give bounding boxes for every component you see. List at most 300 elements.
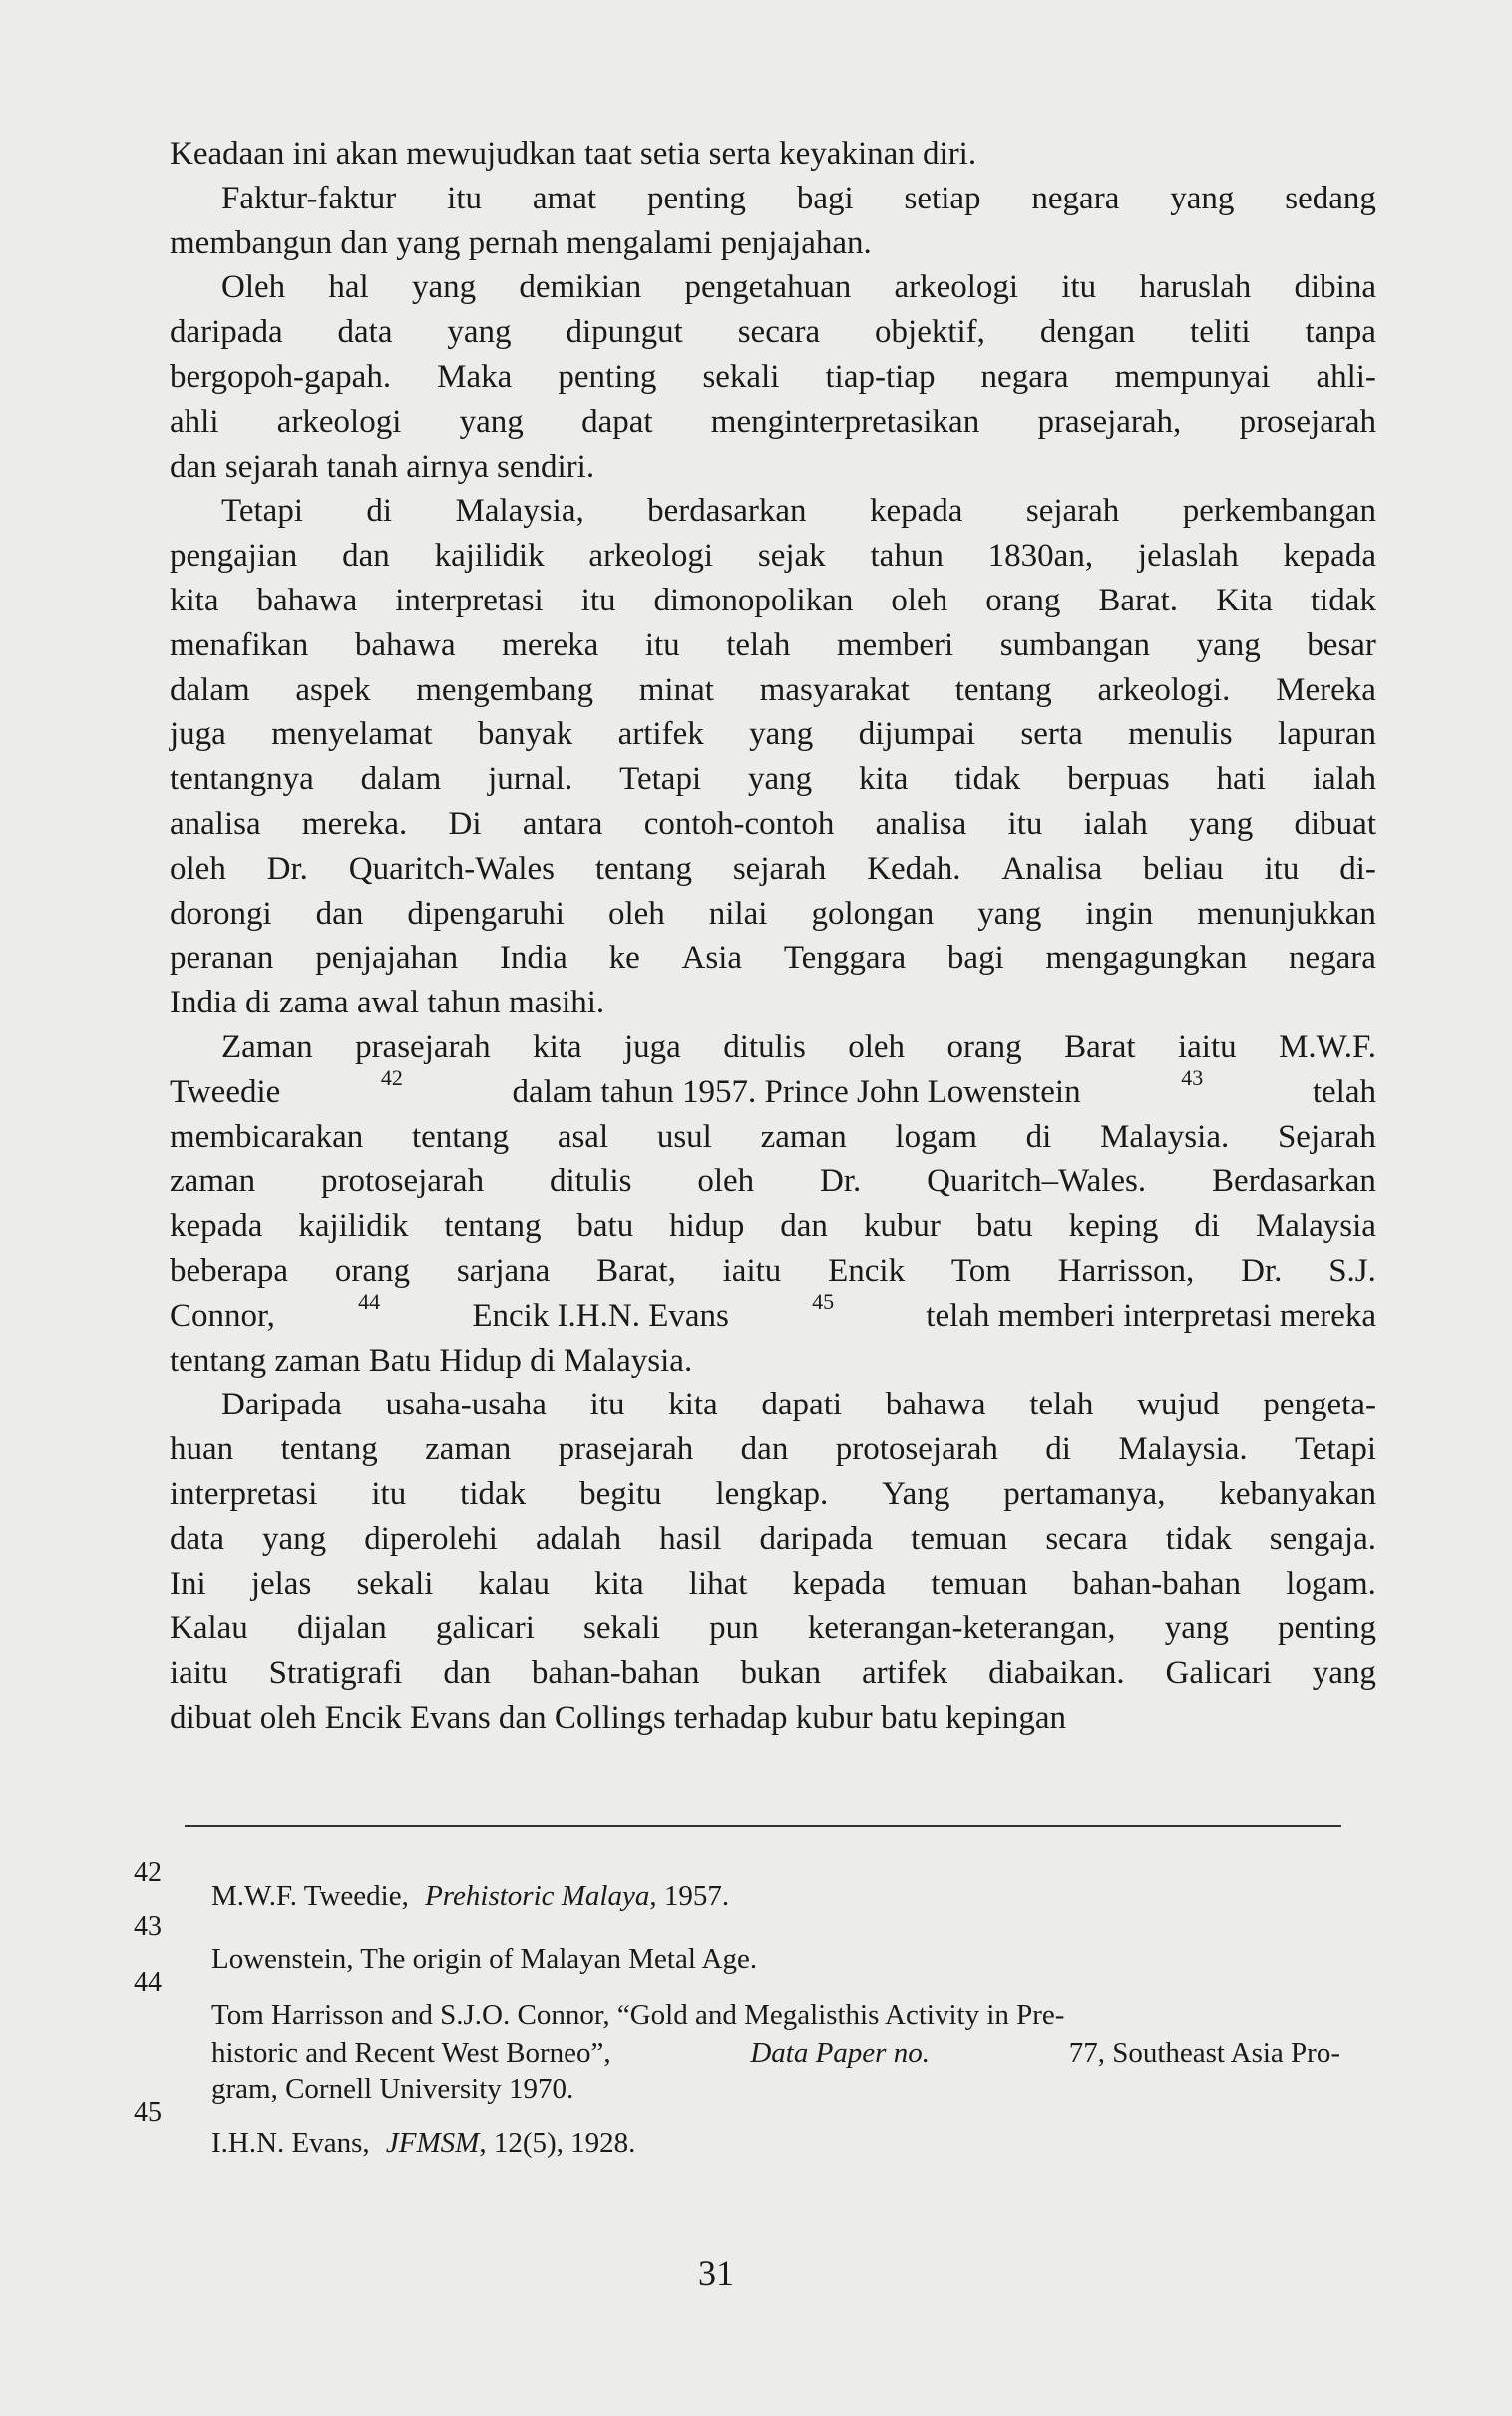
word: asal	[557, 1118, 609, 1155]
word: dipungut	[566, 314, 683, 351]
word: itu	[1264, 850, 1300, 887]
word: banyak	[477, 716, 573, 753]
word: Encik	[828, 1253, 906, 1289]
text-segment: Data Paper no.	[750, 2037, 930, 2069]
word: yang	[747, 761, 813, 798]
word: pengajian	[170, 538, 298, 575]
text-segment: I.H.N. Evans,	[211, 2127, 377, 2159]
word: iaitu	[170, 1655, 228, 1692]
footnote-number: 44	[134, 1967, 162, 1998]
word: antara	[522, 806, 603, 842]
word: Asia	[681, 940, 743, 977]
text-segment: Keadaan ini akan mewujudkan taat setia serta keyakinan diri.	[170, 136, 977, 172]
footnote-ref: 45	[812, 1288, 835, 1314]
word: menulis	[1128, 716, 1233, 753]
word: sekali	[356, 1565, 434, 1602]
word: yang	[749, 716, 814, 753]
word: yang	[459, 403, 524, 440]
word: interpretasi	[170, 1476, 318, 1512]
word: Tom	[950, 1253, 1011, 1289]
word: Di	[448, 806, 482, 842]
text-segment: telah	[1312, 1073, 1376, 1110]
word: yang	[1164, 1610, 1229, 1647]
word: minat	[638, 671, 714, 708]
word: orang	[946, 1029, 1022, 1065]
word: Analisa	[1001, 850, 1103, 887]
text-segment: Encik I.H.N. Evans	[472, 1297, 729, 1334]
word: protosejarah	[835, 1431, 998, 1468]
footnote-number: 42	[134, 1857, 162, 1888]
word: beberapa	[170, 1253, 289, 1289]
word: secara	[1045, 1520, 1128, 1557]
word: dapati	[761, 1387, 843, 1423]
word: arkeologi	[894, 269, 1019, 306]
word: kita	[170, 583, 219, 618]
word: tentang	[954, 671, 1052, 708]
body-line	[170, 1204, 1376, 1248]
word: Daripada	[221, 1387, 342, 1423]
word: nilai	[708, 895, 768, 932]
word: artifek	[862, 1655, 948, 1692]
text-segment: dalam tahun 1957. Prince John Lowenstein	[512, 1073, 1081, 1110]
word: di	[1045, 1431, 1071, 1468]
word: sejak	[757, 538, 826, 575]
footnote-text	[211, 1997, 1340, 2033]
word: Quaritch-Wales	[348, 850, 556, 887]
word: analisa	[170, 806, 261, 842]
body-line	[170, 936, 1376, 980]
word: juga	[624, 1029, 681, 1065]
word: data	[337, 314, 393, 351]
word: dimonopolikan	[653, 583, 854, 618]
body-line	[170, 712, 1376, 756]
word: itu	[1061, 269, 1097, 306]
word: juga	[170, 716, 226, 753]
word: Dr.	[266, 850, 308, 887]
word: Kita	[1216, 583, 1273, 618]
word: prasejarah	[355, 1029, 491, 1065]
word: tidak	[460, 1476, 527, 1512]
word: oleh	[607, 895, 665, 932]
word: sengaja.	[1269, 1520, 1376, 1557]
body-line	[170, 623, 1376, 667]
word: secara	[737, 314, 821, 351]
word: Tetapi	[619, 761, 702, 798]
word: analisa	[875, 806, 967, 842]
word: protosejarah	[320, 1163, 485, 1200]
body-line	[221, 177, 1376, 220]
word: yang	[1312, 1655, 1376, 1692]
word: kepada	[170, 1208, 263, 1245]
text-segment: membangun dan yang pernah mengalami penjajahan.	[170, 224, 872, 261]
word: kita	[594, 1565, 644, 1602]
word: bergopoh-gapah.	[170, 359, 392, 395]
word: serta	[1020, 716, 1083, 753]
word: negara	[1288, 940, 1376, 977]
word: jurnal.	[488, 761, 573, 798]
word: mengembang	[416, 671, 594, 708]
word: data	[170, 1520, 224, 1557]
word: Yang	[882, 1476, 950, 1512]
body-line	[170, 668, 1376, 712]
word: negara	[1031, 180, 1120, 216]
word: menunjukkan	[1197, 895, 1376, 932]
word: yang	[1189, 806, 1254, 842]
text-segment: , 12(5), 1928.	[479, 2127, 636, 2159]
word: aspek	[295, 671, 371, 708]
word: Berdasarkan	[1212, 1163, 1376, 1200]
word: lihat	[688, 1565, 748, 1602]
word: Barat,	[596, 1253, 676, 1289]
word: oleh	[697, 1163, 755, 1200]
word: contoh-contoh	[643, 806, 835, 842]
word: prasejarah,	[1037, 403, 1182, 440]
word: tidak	[954, 761, 1021, 798]
word: ialah	[1083, 806, 1148, 842]
word: kebanyakan	[1219, 1476, 1376, 1512]
word: zaman	[425, 1431, 512, 1468]
word: kita	[533, 1029, 582, 1065]
word: di	[1194, 1208, 1221, 1245]
word: pengetahuan	[684, 269, 852, 306]
text-segment: Tweedie	[170, 1073, 281, 1110]
word: hal	[328, 269, 369, 306]
word: sejarah	[732, 850, 827, 887]
word: itu	[1007, 806, 1043, 842]
footnote-text	[211, 2125, 635, 2161]
word: pun	[709, 1610, 759, 1647]
word: Mereka	[1276, 671, 1376, 708]
word: ialah	[1312, 761, 1376, 798]
footnote-ref: 44	[358, 1288, 381, 1314]
footnote-text	[211, 1878, 729, 1914]
body-line	[170, 579, 1376, 622]
word: diabaikan.	[988, 1655, 1125, 1692]
body-line	[221, 489, 1376, 533]
word: Tetapi	[1295, 1431, 1376, 1468]
word: iaitu	[722, 1253, 782, 1289]
word: besar	[1307, 626, 1376, 663]
word: galicari	[435, 1610, 535, 1647]
word: negara	[980, 359, 1069, 395]
body-line	[170, 1339, 1376, 1383]
word: Barat.	[1098, 583, 1179, 618]
word: tentangnya	[170, 761, 314, 798]
word: dijumpai	[858, 716, 976, 753]
word: oleh	[891, 583, 948, 618]
word: oleh	[170, 850, 226, 887]
body-line	[170, 221, 1376, 265]
word: itu	[580, 583, 616, 618]
word: dan	[740, 1431, 789, 1468]
text-segment: Prehistoric Malaya	[425, 1880, 650, 1912]
word: mempunyai	[1114, 359, 1271, 395]
word: ke	[608, 940, 640, 977]
word: dan	[342, 538, 390, 575]
word: lengkap.	[715, 1476, 829, 1512]
word: yang	[1196, 626, 1261, 663]
word: huan	[170, 1431, 234, 1468]
word: Ini	[170, 1565, 206, 1602]
footnote-text	[211, 1941, 757, 1977]
word: masyarakat	[759, 671, 910, 708]
footnote-ref: 43	[1181, 1064, 1204, 1090]
body-line	[170, 1288, 1376, 1338]
word: hati	[1216, 761, 1267, 798]
word: temuan	[911, 1520, 1008, 1557]
body-line	[170, 1064, 1376, 1114]
word: interpretasi	[395, 583, 544, 618]
footnote-number: 43	[134, 1911, 162, 1942]
word: Barat	[1064, 1029, 1136, 1065]
word: tiap-tiap	[825, 359, 936, 395]
word: haruslah	[1139, 269, 1252, 306]
body-line	[170, 1562, 1376, 1606]
text-segment: telah memberi interpretasi mereka	[926, 1297, 1376, 1334]
word: adalah	[536, 1520, 622, 1557]
text-segment: India di zama awal tahun masihi.	[170, 985, 605, 1021]
word: orang	[985, 583, 1061, 618]
word: mereka	[502, 626, 599, 663]
text-segment: JFMSM	[385, 2127, 480, 2159]
word: tanpa	[1305, 314, 1376, 351]
word: dan	[315, 895, 364, 932]
word: itu	[644, 626, 680, 663]
word: Faktur-faktur	[221, 180, 397, 216]
word: itu	[589, 1387, 625, 1423]
body-line	[170, 1606, 1376, 1650]
word: oleh	[848, 1029, 906, 1065]
word: sedang	[1285, 180, 1376, 216]
text-segment: 77, Southeast Asia Pro-	[1068, 2037, 1340, 2069]
word: temuan	[931, 1565, 1028, 1602]
body-line	[170, 802, 1376, 846]
body-line	[170, 1696, 1376, 1740]
word: yang	[411, 269, 477, 306]
word: Malaysia.	[1118, 1431, 1248, 1468]
word: mereka.	[301, 806, 408, 842]
word: dan	[780, 1208, 828, 1245]
text-segment: M.W.F. Tweedie,	[211, 1880, 417, 1912]
word: prosejarah	[1239, 403, 1376, 440]
word: zaman	[170, 1163, 256, 1200]
footnote-text	[211, 2035, 1340, 2071]
word: kita	[668, 1387, 718, 1423]
word: ahli	[170, 403, 219, 440]
word: orang	[334, 1253, 411, 1289]
word: di-	[1339, 850, 1376, 887]
word: tentang	[411, 1118, 510, 1155]
word: Maka	[437, 359, 513, 395]
word: penjajahan	[315, 940, 459, 977]
body-line	[170, 310, 1376, 354]
word: dipengaruhi	[407, 895, 565, 932]
word: hasil	[659, 1520, 722, 1557]
footnote-number: 45	[134, 2097, 162, 2128]
word: sarjana	[456, 1253, 551, 1289]
word: objektif,	[875, 314, 985, 351]
word: ahli-	[1316, 359, 1376, 395]
word: begitu	[579, 1476, 662, 1512]
word: tidak	[1310, 583, 1376, 618]
word: bahawa	[256, 583, 358, 618]
word: di	[366, 493, 393, 530]
word: menginterpretasikan	[710, 403, 980, 440]
word: iaitu	[1177, 1029, 1237, 1065]
text-segment: dibuat oleh Encik Evans dan Collings terhadap kubur batu kepingan	[170, 1700, 1067, 1736]
word: bahawa	[354, 626, 456, 663]
word: Malaysia	[1255, 1208, 1376, 1245]
word: dibuat	[1294, 806, 1376, 842]
word: tidak	[1165, 1520, 1232, 1557]
word: pertamanya,	[1003, 1476, 1166, 1512]
word: keping	[1068, 1208, 1159, 1245]
word: Malaysia.	[1100, 1118, 1230, 1155]
body-line	[170, 400, 1376, 444]
word: kajilidik	[434, 538, 545, 575]
word: berpuas	[1067, 761, 1170, 798]
word: Tenggara	[783, 940, 907, 977]
word: bagi	[946, 940, 1004, 977]
word: membicarakan	[170, 1118, 364, 1155]
word: hidup	[669, 1208, 745, 1245]
word: Kedah.	[867, 850, 961, 887]
word: wujud	[1137, 1387, 1220, 1423]
word: arkeologi	[588, 538, 714, 575]
word: M.W.F.	[1279, 1029, 1376, 1065]
word: kepada	[792, 1565, 887, 1602]
word: arkeologi.	[1097, 671, 1231, 708]
word: yang	[262, 1520, 327, 1557]
word: Stratigrafi	[268, 1655, 403, 1692]
word: Galicari	[1165, 1655, 1272, 1692]
text-segment: tentang zaman Batu Hidup di Malaysia.	[170, 1342, 693, 1379]
word: sumbangan	[999, 626, 1151, 663]
word: telah	[726, 626, 791, 663]
word: 1830an,	[987, 538, 1094, 575]
footnote-divider	[185, 1825, 1341, 1827]
word: di	[1025, 1118, 1052, 1155]
word: daripada	[170, 314, 283, 351]
body-line	[170, 445, 1376, 489]
word: teliti	[1190, 314, 1251, 351]
word: bahan-bahan	[1072, 1565, 1242, 1602]
word: memberi	[836, 626, 954, 663]
word: golongan	[811, 895, 935, 932]
word: Zaman	[221, 1029, 313, 1065]
body-line	[170, 1249, 1376, 1293]
word: Quaritch–Wales.	[927, 1163, 1147, 1200]
word: Kalau	[170, 1610, 248, 1647]
text-segment: Tom Harrisson and S.J.O. Connor, “Gold and Megalisthis Activity in Pre-	[211, 1999, 1065, 2031]
word: dan	[443, 1655, 491, 1692]
word: daripada	[759, 1520, 874, 1557]
page-number: 31	[698, 2253, 734, 2293]
word: kepada	[869, 493, 963, 530]
word: Dr.	[1241, 1253, 1283, 1289]
word: setiap	[904, 180, 981, 216]
word: penting	[1278, 1610, 1376, 1647]
text-segment: gram, Cornell University 1970.	[211, 2073, 574, 2105]
word: tentang	[280, 1431, 378, 1468]
word: kepada	[1283, 538, 1376, 575]
word: Harrisson,	[1057, 1253, 1195, 1289]
word: dapat	[581, 403, 653, 440]
word: berdasarkan	[647, 493, 807, 530]
word: kita	[858, 761, 909, 798]
body-line	[170, 1115, 1376, 1159]
word: jelas	[250, 1565, 312, 1602]
word: usul	[656, 1118, 712, 1155]
word: bahan-bahan	[531, 1655, 700, 1692]
word: tentang	[444, 1208, 542, 1245]
text-segment: , 1957.	[649, 1880, 730, 1912]
body-line	[170, 757, 1376, 801]
body-line	[221, 1383, 1376, 1426]
text-segment: historic and Recent West Borneo”,	[211, 2037, 611, 2069]
word: Dr.	[820, 1163, 862, 1200]
footnote-ref: 42	[380, 1064, 403, 1090]
word: sekali	[702, 359, 780, 395]
word: logam.	[1286, 1565, 1376, 1602]
word: batu	[975, 1208, 1033, 1245]
word: bukan	[740, 1655, 822, 1692]
word: jelaslah	[1137, 538, 1239, 575]
body-line	[170, 892, 1376, 936]
word: ditulis	[549, 1163, 632, 1200]
word: yang	[1170, 180, 1235, 216]
word: India	[499, 940, 567, 977]
text-segment: Connor,	[170, 1297, 275, 1334]
word: kajilidik	[298, 1208, 409, 1245]
word: sejarah	[1025, 493, 1120, 530]
word: dengan	[1039, 314, 1136, 351]
word: penting	[558, 359, 657, 395]
word: tahun	[870, 538, 944, 575]
word: kalau	[478, 1565, 551, 1602]
text-segment: Lowenstein, The origin of Malayan Metal Age.	[211, 1943, 758, 1975]
word: usaha-usaha	[385, 1387, 547, 1423]
word: batu	[576, 1208, 634, 1245]
word: demikian	[519, 269, 642, 306]
word: dijalan	[296, 1610, 387, 1647]
word: zaman	[760, 1118, 847, 1155]
body-line	[170, 534, 1376, 578]
word: yang	[447, 314, 512, 351]
word: dibina	[1294, 269, 1376, 306]
word: artifek	[617, 716, 704, 753]
word: dalam	[360, 761, 442, 798]
body-line	[170, 1651, 1376, 1695]
body-line	[170, 1159, 1376, 1203]
word: telah	[1029, 1387, 1094, 1423]
body-line	[170, 1427, 1376, 1471]
word: itu	[371, 1476, 407, 1512]
word: arkeologi	[276, 403, 402, 440]
body-line	[170, 981, 1376, 1024]
word: yang	[977, 895, 1042, 932]
word: beliau	[1143, 850, 1224, 887]
word: sekali	[583, 1610, 660, 1647]
body-line	[170, 355, 1376, 399]
body-line	[170, 847, 1376, 891]
text-segment: dan sejarah tanah airnya sendiri.	[170, 448, 595, 485]
word: penting	[646, 180, 746, 216]
word: menafikan	[170, 626, 309, 663]
word: diperolehi	[364, 1520, 498, 1557]
footnote-text	[211, 2071, 573, 2107]
word: ingin	[1085, 895, 1154, 932]
